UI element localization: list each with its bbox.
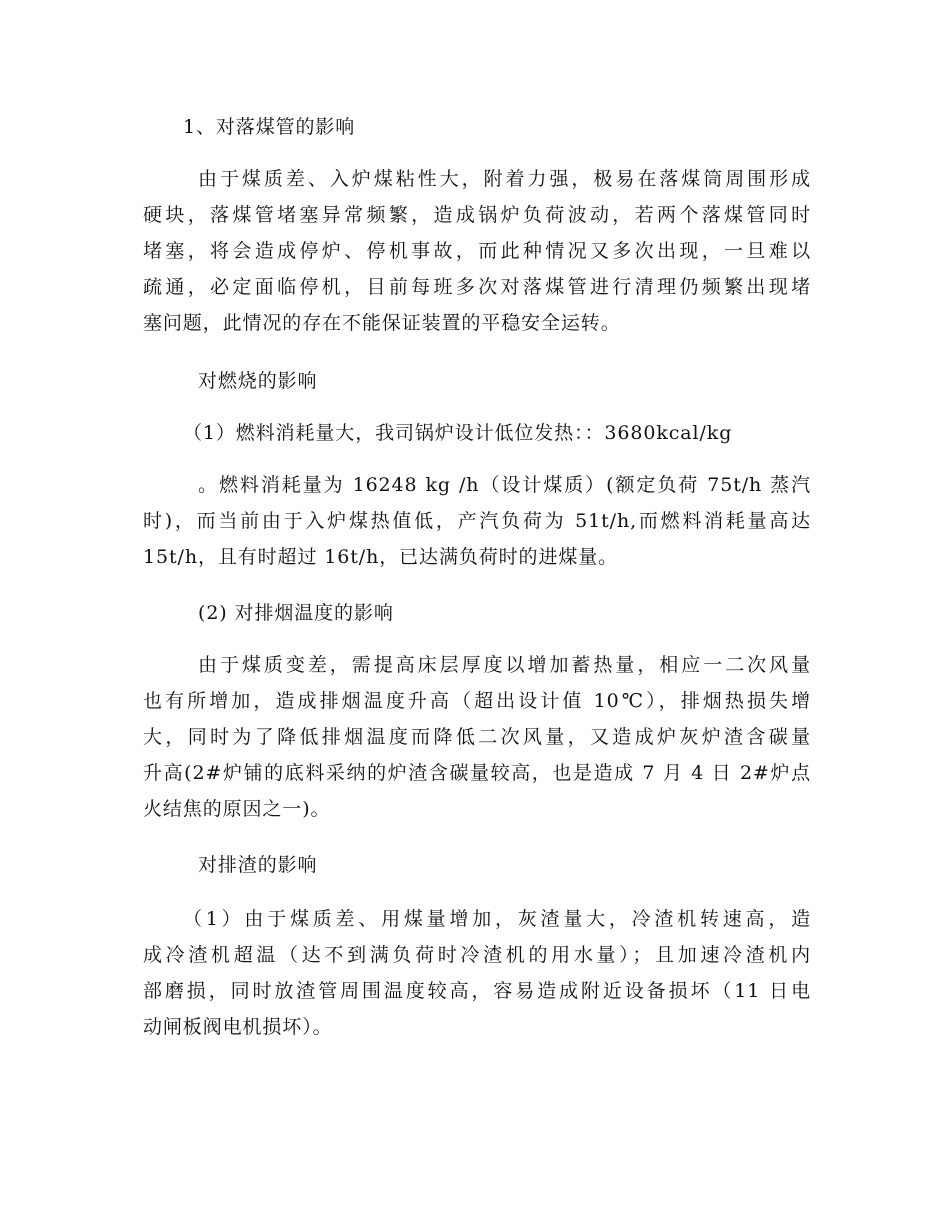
- paragraph-line: 塞问题，此情况的存在不能保证装置的平稳安全运转。: [143, 312, 621, 334]
- section-heading-slag: 对排渣的影响: [198, 854, 318, 876]
- section-heading-flue-gas: (2) 对排烟温度的影响: [198, 602, 394, 624]
- paragraph-line: 堵塞，将会造成停炉、停机事故，而此种情况又多次出现，一旦难以: [143, 240, 811, 262]
- paragraph-line: 由于煤质差、入炉煤粘性大，附着力强，极易在落煤筒周围形成: [198, 168, 811, 190]
- paragraph-line: 部磨损，同时放渣管周围温度较高，容易造成附近设备损坏（11 日电: [143, 980, 811, 1002]
- section-heading-combustion: 对燃烧的影响: [198, 370, 318, 392]
- paragraph-line: 硬块，落煤管堵塞异常频繁，造成锅炉负荷波动，若两个落煤管同时: [143, 204, 811, 226]
- paragraph-line: 由于煤质变差，需提高床层厚度以增加蓄热量，相应一二次风量: [198, 654, 811, 676]
- paragraph-line: 。燃料消耗量为 16248 kg /h（设计煤质）(额定负荷 75t/h 蒸汽: [198, 474, 811, 496]
- paragraph-line: 成冷渣机超温（达不到满负荷时冷渣机的用水量）；且加速冷渣机内: [143, 944, 811, 966]
- paragraph-line: 火结焦的原因之一)。: [143, 798, 331, 820]
- paragraph-line: 疏通，必定面临停机，目前每班多次对落煤管进行清理仍频繁出现堵: [143, 276, 811, 298]
- paragraph-line: 也有所增加，造成排烟温度升高（超出设计值 10℃），排烟热损失增: [143, 690, 811, 712]
- paragraph-line: 时)，而当前由于入炉煤热值低，产汽负荷为 51t/h,而燃料消耗量高达: [143, 510, 811, 532]
- paragraph-line: 升高(2#炉铺的底料采纳的炉渣含碳量较高，也是造成 7 月 4 日 2#炉点: [143, 762, 811, 784]
- paragraph-line: 15t/h，且有时超过 16t/h，已达满负荷时的进煤量。: [143, 546, 619, 568]
- paragraph-line: （1）燃料消耗量大，我司锅炉设计低位发热：：3680kcal/kg: [183, 422, 733, 444]
- paragraph-line: 大，同时为了降低排烟温度而降低二次风量，又造成炉灰炉渣含碳量: [143, 726, 811, 748]
- paragraph-line: 动闸板阀电机损坏）。: [143, 1016, 333, 1038]
- section-heading-coal-pipe: 1、对落煤管的影响: [183, 116, 356, 138]
- paragraph-line: （1）由于煤质差、用煤量增加，灰渣量大，冷渣机转速高，造: [183, 908, 811, 930]
